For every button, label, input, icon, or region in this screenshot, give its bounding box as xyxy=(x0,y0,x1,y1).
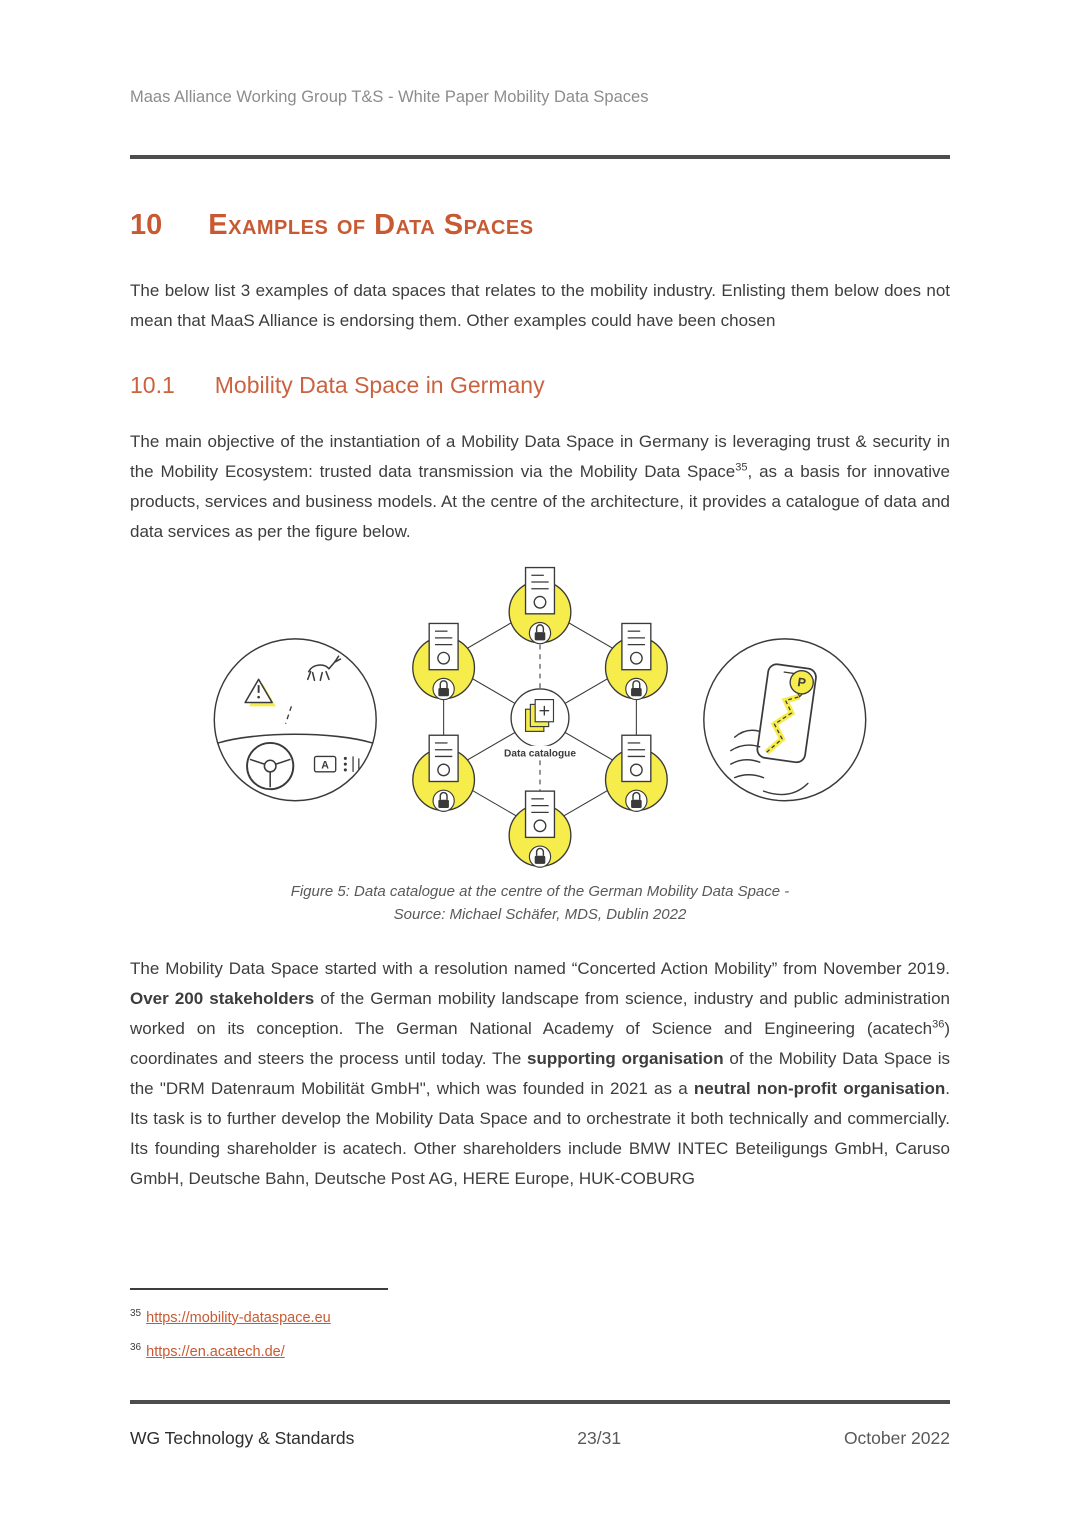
paragraph-1-text: The main objective of the instantiation of a Mobility Data Space in Germany is leveraging trust & security in the Mobility Ecosystem: trusted data transmission via the Mobility Data Space xyxy=(130,431,950,481)
footnote-divider xyxy=(130,1288,388,1290)
parking-glyph: P xyxy=(796,675,807,691)
subsection-number: 10.1 xyxy=(130,371,175,398)
document-lock-node-icon xyxy=(606,736,668,812)
paragraph-2 xyxy=(130,954,950,1193)
footnotes-section xyxy=(130,1288,950,1376)
paragraph-2-text: ) coordinates and steers the process until today. The xyxy=(130,1019,950,1069)
section-heading xyxy=(130,209,950,242)
figure-caption xyxy=(130,881,950,926)
paragraph-2-bold: Over 200 stakeholders xyxy=(130,989,315,1009)
document-lock-node-icon xyxy=(413,624,475,700)
footer-rule xyxy=(130,1400,950,1404)
footer-row xyxy=(130,1428,950,1449)
running-head: Maas Alliance Working Group T&S - White Paper Mobility Data Spaces xyxy=(130,88,649,106)
paragraph-2-bold: supporting organisation xyxy=(527,1049,724,1069)
footnote-35 xyxy=(130,1308,950,1326)
intro-paragraph: The below list 3 examples of data spaces that relates to the mobility industry. Enlisting them below does not mean that MaaS Alliance is endorsing them. Other examples could have been chosen xyxy=(130,281,950,330)
footnote-ref-36[interactable]: 36 xyxy=(932,1018,945,1031)
header-rule xyxy=(130,155,950,159)
page-header xyxy=(130,0,950,159)
paragraph-2-text: . Its task is to further develop the Mobility Data Space and to orchestrate it both technically and commercially. Its founding shareholder is acatech. Other shareholders include BMW INTEC Beteiligungs GmbH, Caruso GmbH, Deutsche Bahn, Deutsche Post AG, HERE Europe, HUK-COBURG xyxy=(130,1079,950,1188)
mobility-data-space-diagram xyxy=(200,556,880,874)
display-glyph: A xyxy=(321,759,329,772)
parking-app-icon xyxy=(704,639,866,801)
footnote-ref-35[interactable]: 35 xyxy=(735,461,748,474)
footer-date: October 2022 xyxy=(843,1428,950,1448)
subsection-title: Mobility Data Space in Germany xyxy=(214,371,545,398)
document-lock-node-icon xyxy=(606,624,668,700)
page-body xyxy=(130,209,950,1194)
paragraph-2-bold: neutral non-profit organisation xyxy=(693,1079,946,1099)
footnote-36 xyxy=(130,1342,950,1360)
section-title: Examples of Data Spaces xyxy=(208,209,534,241)
subsection-heading xyxy=(130,372,950,399)
figure-5 xyxy=(130,556,950,926)
footnote-link-mobility-dataspace[interactable]: https://mobility-dataspace.eu xyxy=(146,1309,331,1326)
footer-working-group: WG Technology & Standards xyxy=(130,1428,355,1448)
paragraph-2-text: The Mobility Data Space started with a resolution named “Concerted Action Mobility” from November 2019. xyxy=(130,959,950,979)
document-lock-node-icon xyxy=(413,736,475,812)
footnote-link-acatech[interactable]: https://en.acatech.de/ xyxy=(146,1343,285,1360)
paragraph-2-text: of the German mobility landscape from science, industry and public administration worked on its conception. The German National Academy of Science and Engineering (acatech xyxy=(130,989,950,1039)
paragraph-1-text: , as a basis for innovative products, services and business models. At the centre of the architecture, it provides a catalogue of data and data services as per the figure below. xyxy=(130,461,951,541)
connected-car-icon xyxy=(214,639,376,801)
section-number: 10 xyxy=(130,209,163,241)
data-catalogue-icon xyxy=(511,689,569,747)
figure-caption-line1: Figure 5: Data catalogue at the centre of the German Mobility Data Space - xyxy=(290,883,790,901)
footnote-number: 35 xyxy=(130,1308,142,1319)
footer-page-number: 23/31 xyxy=(577,1428,622,1448)
figure-caption-line2: Source: Michael Schäfer, MDS, Dublin 2022 xyxy=(393,905,687,923)
footnote-number: 36 xyxy=(130,1341,142,1353)
document-lock-node-icon xyxy=(509,568,571,644)
paragraph-1 xyxy=(130,427,950,547)
data-catalogue-label: Data catalogue xyxy=(504,748,576,760)
page-footer xyxy=(130,1400,950,1449)
document-lock-node-icon xyxy=(509,792,571,868)
paragraph-2-text: of the Mobility Data Space is the "DRM Datenraum Mobilität GmbH", which was founded in 2021 as a xyxy=(130,1049,950,1099)
